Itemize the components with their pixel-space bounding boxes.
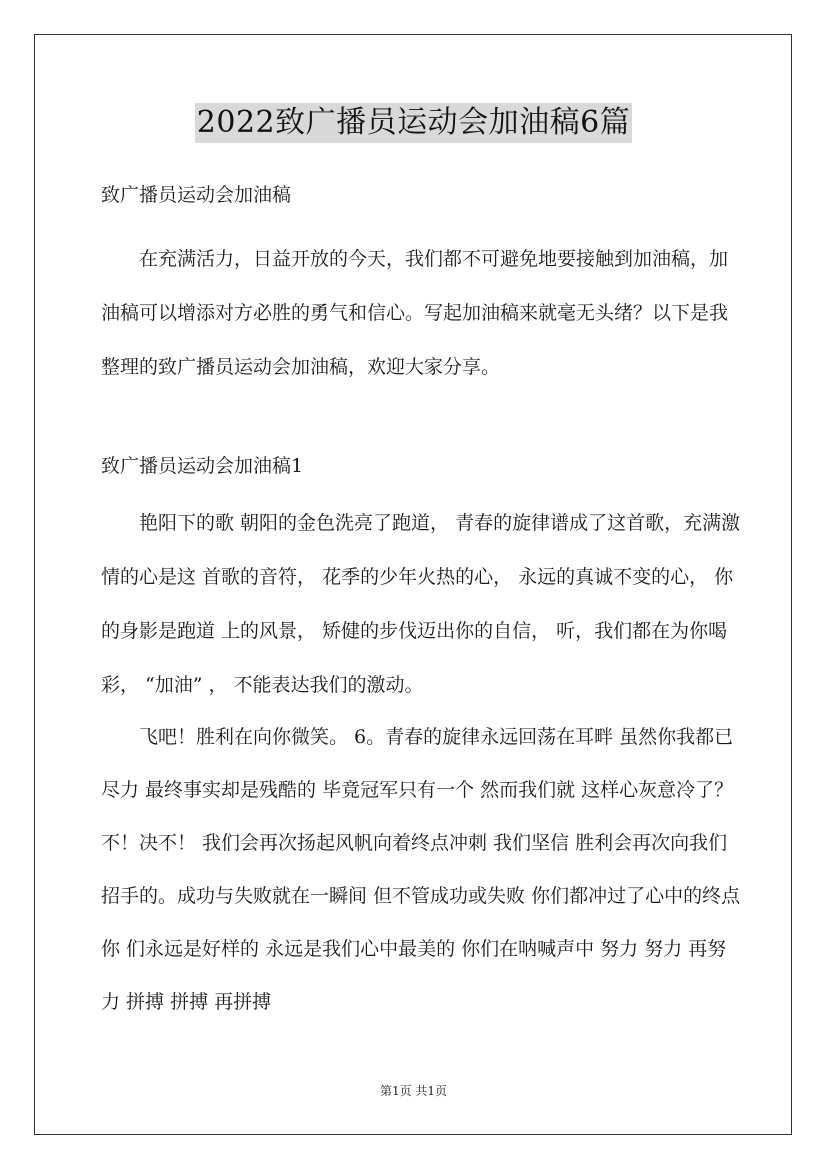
page-footer: 第1页 共1页: [379, 1084, 448, 1098]
document-subheading: 致广播员运动会加油稿: [101, 184, 292, 206]
intro-paragraph: 在充满活力，日益开放的今天，我们都不可避免地要接触到加油稿，加油稿可以增添对方必胜的勇气和信心。写起加油稿来就毫无头绪？以下是我整理的致广播员运动会加油稿，欢迎大家分享。: [101, 248, 729, 378]
section1-paragraph-1: 艳阳下的歌 朝阳的金色洗亮了跑道， 青春的旋律谱成了这首歌，充满激情的心是这 首歌的音符， 花季的少年火热的心， 永远的真诚不变的心， 你的身影是跑道 上的风景， 矫健的步伐迈出你的自信， 听，我们都在为你喝彩， “加油” ， 不能表达我们的激动。: [101, 512, 741, 696]
title-container: [0, 103, 827, 143]
document-title: 2022致广播员运动会加油稿6篇: [195, 103, 632, 143]
section-heading-1: 致广播员运动会加油稿1: [101, 455, 304, 477]
section1-paragraph-2: 飞吧！胜利在向你微笑。 6。青春的旋律永远回荡在耳畔 虽然你我都已尽力 最终事实却是残酷的 毕竟冠军只有一个 然而我们就 这样心灰意冷了？ 不！决不！ 我们会再次扬起风帆向着终点冲刺 我们坚信 胜利会再次向我们招手的。成功与失败就在一瞬间 但不管成功或失败 你们都冲过了心中的终点你 们永远是好样的 永远是我们心中最美的 你们在呐喊声中 努力 努力 再努力 拼搏 拼搏 再拼搏: [101, 726, 741, 1013]
